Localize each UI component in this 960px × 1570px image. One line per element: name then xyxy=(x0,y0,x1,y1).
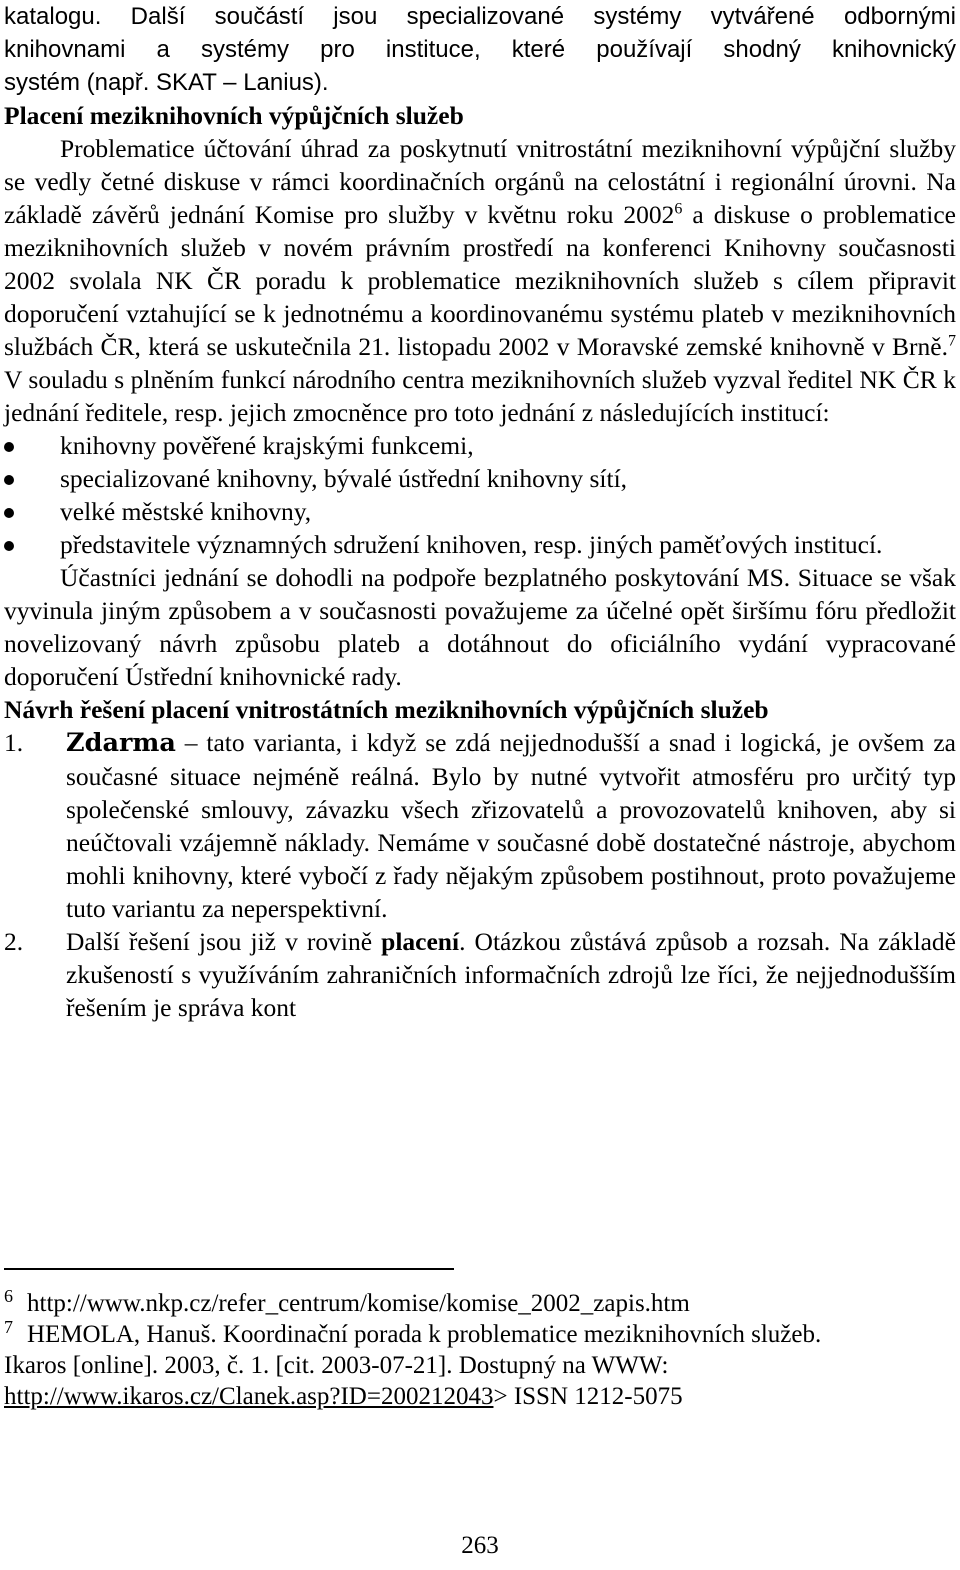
list-item xyxy=(4,495,956,528)
proposal-number: 1. xyxy=(4,728,24,757)
bullet-icon xyxy=(4,541,14,551)
proposal-text-before: Další řešení jsou již v rovině xyxy=(66,927,382,956)
footnote-7-link[interactable]: http://www.ikaros.cz/Clanek.asp?ID=200212043 xyxy=(4,1383,494,1410)
proposal-item-2 xyxy=(4,925,956,1024)
footnote-7-line-2: Ikaros [online]. 2003, č. 1. [cit. 2003-07-21]. Dostupný na WWW: xyxy=(4,1352,669,1379)
list-item-text: velké městské knihovny, xyxy=(60,497,312,526)
footnote-7-line-1: HEMOLA, Hanuš. Koordinační porada k problematice meziknihovních služeb. xyxy=(27,1321,822,1348)
footnote-6-text: http://www.nkp.cz/refer_centrum/komise/komise_2002_zapis.htm xyxy=(27,1290,690,1317)
footnote-7-line-3 xyxy=(4,1381,956,1412)
paragraph-ucastnici: Účastníci jednání se dohodli na podpoře bezplatného poskytování MS. Situace se však vyvinula jiným způsobem a v současnosti považujeme za účelné opět širšímu fóru předložit novelizovaný návrh způsobu plateb a dotáhnout do oficiálního vydání vypracované doporučení Ústřední knihovnické rady. xyxy=(4,563,956,691)
list-item xyxy=(4,429,956,462)
section-heading-placeni: Placení meziknihovních výpůjčních služeb xyxy=(4,101,464,130)
footnote-7 xyxy=(4,1316,956,1350)
list-item-text: představitele významných sdružení knihoven, resp. jiných paměťových institucí. xyxy=(60,530,883,559)
proposal-keyword: placení xyxy=(381,927,460,956)
institution-list xyxy=(4,429,956,561)
proposal-text: – tato varianta, i když se zdá nejjednodušší a snad i logická, je ovšem za současné situace nejméně reálná. Bylo by nutné vytvořit atmosféru pro určitý typ společenské smlouvy, závazku všech zřizovatelů a provozovatelů knihoven, aby si neúčtovali vzájemně náklady. Nemáme v současné době dostatečné nástroje, abychom mohli knihovny, které vybočí z řady nějakým způsobem postihnout, proto považujeme tuto variantu za neperspektivní. xyxy=(66,728,956,923)
list-item xyxy=(4,528,956,561)
footnote-ref-7[interactable]: 7 xyxy=(948,332,956,350)
paragraph-text-part-2: a diskuse o problematice meziknihovních služeb v novém právním prostředí na konferenci Knihovny současnosti 2002 svolala NK ČR poradu k problematice meziknihovních služeb s cílem připravit doporučení vztahující se k jednotnému a koordinovanému systému plateb v meziknihovních službách ČR, která se uskutečnila 21. listopadu 2002 v Moravské zemské knihovně v Brně. xyxy=(4,200,956,361)
list-item-text: specializované knihovny, bývalé ústřední knihovny sítí, xyxy=(60,464,628,493)
proposal-number: 2. xyxy=(4,927,24,956)
intro-line-2: knihovnami a systémy pro instituce, které používají shodný knihovnický xyxy=(4,36,956,63)
list-item xyxy=(4,462,956,495)
intro-paragraph xyxy=(4,0,956,99)
footnote-ref-6[interactable]: 6 xyxy=(674,200,683,218)
footnote-divider xyxy=(4,1268,454,1270)
paragraph-text-part-1: Problematice účtování úhrad za poskytnutí vnitrostátní meziknihovní výpůjční služby se vedly četné diskuse v rámci koordinačních orgánů na celostátní i regionální úrovni. Na základě závěrů jednání Komise pro služby v květnu roku 2002 xyxy=(4,134,956,229)
footnote-7-issn: > ISSN 1212-5075 xyxy=(493,1383,683,1410)
proposal-text-after: . Otázkou zůstává způsob a rozsah. Na základě zkušeností s využíváním zahraničních informačních zdrojů lze říci, že nejjednodušším řešením je správa kont xyxy=(66,927,956,1022)
bullet-icon xyxy=(4,475,14,485)
page-number: 263 xyxy=(461,1532,499,1559)
intro-line-1: katalogu. Další součástí jsou specializované systémy vytvářené odbornými xyxy=(4,3,956,30)
bullet-icon xyxy=(4,508,14,518)
list-item-text: knihovny pověřené krajskými funkcemi, xyxy=(60,431,474,460)
proposal-keyword: Zdarma xyxy=(66,728,176,758)
proposal-item-1 xyxy=(4,726,956,925)
footnote-number: 6 xyxy=(4,1285,13,1306)
intro-line-3: systém (např. SKAT – Lanius). xyxy=(4,69,329,96)
footnote-number: 7 xyxy=(4,1316,13,1337)
paragraph-problematice xyxy=(4,132,956,429)
document-page xyxy=(4,0,956,1024)
footnotes xyxy=(4,1285,956,1412)
section-heading-navrh: Návrh řešení placení vnitrostátních meziknihovních výpůjčních služeb xyxy=(4,695,769,724)
paragraph-text-part-3: V souladu s plněním funkcí národního centra meziknihovních služeb vyzval ředitel NK ČR k jednání ředitele, resp. jejich zmocněnce pro toto jednání z následujících institucí: xyxy=(4,365,956,427)
proposal-list xyxy=(4,726,956,1024)
bullet-icon xyxy=(4,442,14,452)
footnote-6 xyxy=(4,1285,956,1319)
